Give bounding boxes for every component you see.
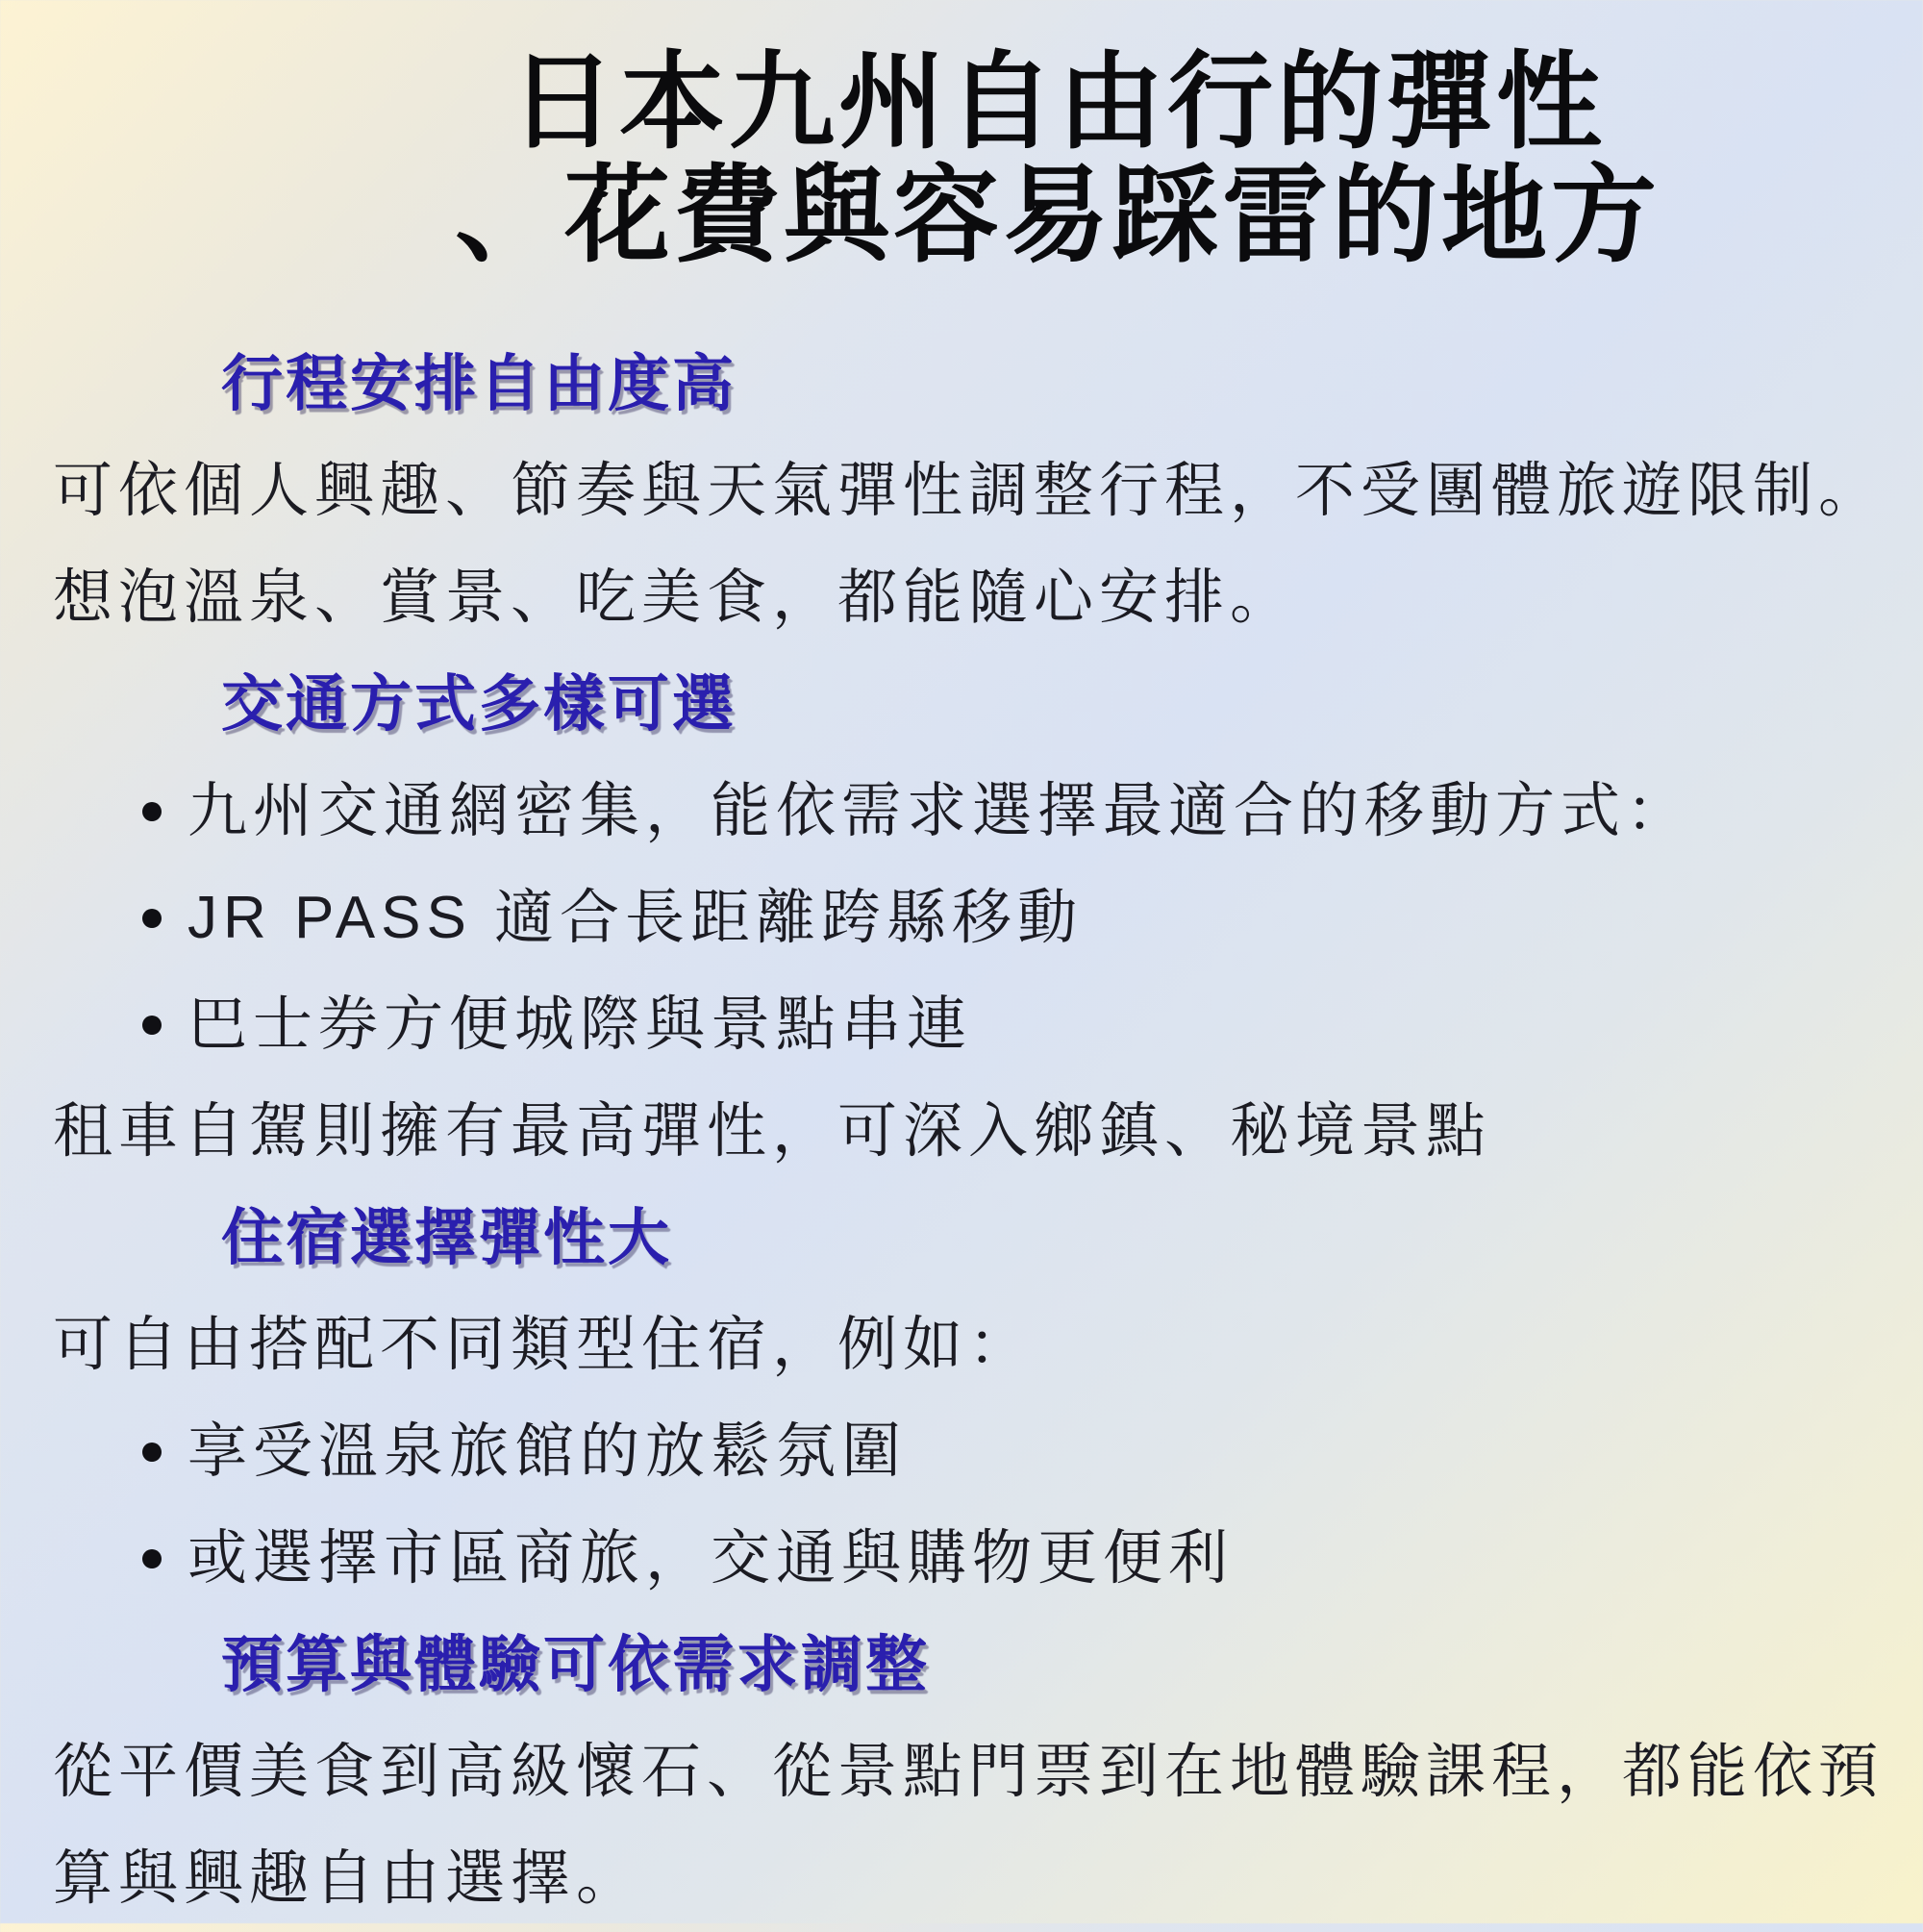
bullet-icon	[142, 1549, 162, 1568]
bullet-icon	[142, 802, 162, 821]
section-heading-budget: 預算與體驗可依需求調整	[221, 1630, 930, 1699]
accommodation-bullet-list	[0, 1398, 1918, 1612]
page-title-line-2: 、花費與容易踩雷的地方	[455, 157, 1661, 275]
paragraph: 從平價美食到高級懷石、從景點門票到在地體驗課程，都能依預算與興趣自由選擇。	[53, 1739, 1885, 1912]
list-item-text: JR PASS 適合長距離跨縣移動	[187, 885, 1084, 951]
section-heading-accommodation: 住宿選擇彈性大	[221, 1203, 672, 1272]
page-title-line-1: 日本九州自由行的彈性	[510, 43, 1606, 162]
bullet-icon	[142, 909, 162, 928]
bullet-icon	[142, 1443, 162, 1462]
bullet-icon	[142, 1016, 162, 1035]
content	[0, 331, 1923, 1932]
list-item-text: 九州交通網密集，能依需求選擇最適合的移動方式：	[187, 778, 1692, 844]
paragraph: 想泡溫泉、賞景、吃美食，都能隨心安排。	[53, 565, 1296, 631]
paragraph: 可自由搭配不同類型住宿，例如：	[53, 1312, 1035, 1378]
list-item-text: 或選擇市區商旅，交通與購物更便利	[187, 1525, 1235, 1592]
section-heading-itinerary: 行程安排自由度高	[221, 349, 737, 418]
list-item	[0, 1505, 1918, 1612]
section-heading-transport: 交通方式多樣可選	[221, 669, 737, 739]
list-item	[0, 971, 1918, 1078]
page-title	[0, 0, 1923, 273]
transport-bullet-list	[0, 758, 1918, 1078]
list-item-text: 巴士券方便城際與景點串連	[187, 991, 973, 1058]
list-item	[0, 758, 1918, 865]
list-item-text: 享受溫泉旅館的放鬆氛圍	[187, 1418, 908, 1485]
list-item	[0, 1398, 1918, 1505]
paragraph: 可依個人興趣、節奏與天氣彈性調整行程，不受團體旅遊限制。	[53, 458, 1885, 524]
paragraph: 租車自駕則擁有最高彈性，可深入鄉鎮、秘境景點	[53, 1098, 1492, 1165]
list-item	[0, 865, 1918, 971]
